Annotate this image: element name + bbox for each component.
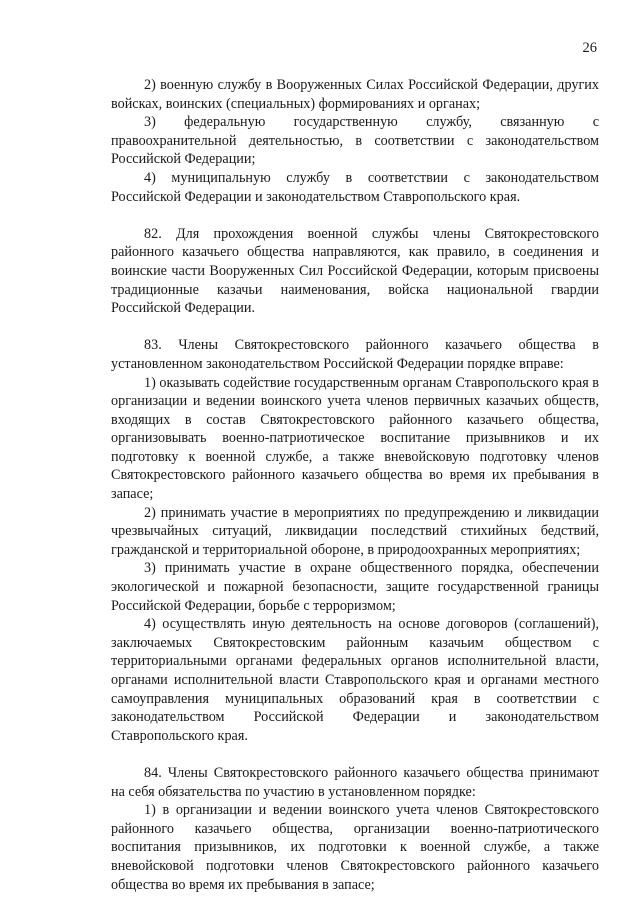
document-body xyxy=(111,76,599,894)
clause-84: 84. Члены Святокрестовского районного казачьего общества принимают на себя обязательства по участию в установленном порядке: xyxy=(111,764,599,800)
clause-83-item-3: 3) принимать участие в охране общественного порядка, обеспечении экологической и пожарной безопасности, защите государственной границы Российской Федерации, борьбе с терроризмом; xyxy=(111,560,599,614)
paragraph-3-federal-service: 3) федеральную государственную службу, связанную с правоохранительной деятельностью, в соответствии с законодательством Российской Федерации; xyxy=(111,114,599,168)
page-number: 26 xyxy=(582,40,597,56)
paragraph-gap xyxy=(111,206,599,225)
paragraph-4-municipal-service: 4) муниципальную службу в соответствии с законодательством Российской Федерации и законодательством Ставропольского края. xyxy=(111,169,599,205)
clause-83-item-4: 4) осуществлять иную деятельность на основе договоров (соглашений), заключаемых Святокрестовским районным казачьим обществом с территориальными органами федеральных органов исполнительной власти, органами исполнительной власти Ставропольского края и органами местного самоуправления муниципальных образований края в соответствии с законодательством Российской Федерации и законодательством Ставропольского края. xyxy=(111,616,599,744)
paragraph-gap xyxy=(111,745,599,764)
clause-84-item-1: 1) в организации и ведении воинского учета членов Святокрестовского районного казачьего общества, организации военно-патриотического воспитания призывников, их подготовки к военной службе, а также вневойсковой подготовки членов Святокрестовского районного казачьего общества во время их пребывания в запасе; xyxy=(111,802,599,893)
clause-82: 82. Для прохождения военной службы члены Святокрестовского районного казачьего общества направляются, как правило, в соединения и воинские части Вооруженных Сил Российской Федерации, которым присвоены традиционные казачьи наименования, войска национальной гвардии Российской Федерации. xyxy=(111,225,599,317)
paragraph-2-military-service: 2) военную службу в Вооруженных Силах Российской Федерации, других войсках, воинских (специальных) формированиях и органах; xyxy=(111,77,599,112)
clause-83-item-2: 2) принимать участие в мероприятиях по предупреждению и ликвидации чрезвычайных ситуаций, ликвидации последствий стихийных бедствий, гражданской и территориальной обороне, в природоохранных мероприятиях; xyxy=(111,504,599,558)
paragraph-gap xyxy=(111,318,599,337)
clause-83-item-1: 1) оказывать содействие государственным органам Ставропольского края в организации и ведении воинского учета членов первичных казачьих обществ, входящих в состав Святокрестовского районного казачьего общества, организовывать военно-патриотическое воспитание призывников и их подготовку к военной службе, а также вневойсковую подготовку членов Святокрестовского районного казачьего общества во время их пребывания в запасе; xyxy=(111,374,599,503)
clause-83: 83. Члены Святокрестовского районного казачьего общества в установленном законодательством Российской Федерации порядке вправе: xyxy=(111,337,599,372)
